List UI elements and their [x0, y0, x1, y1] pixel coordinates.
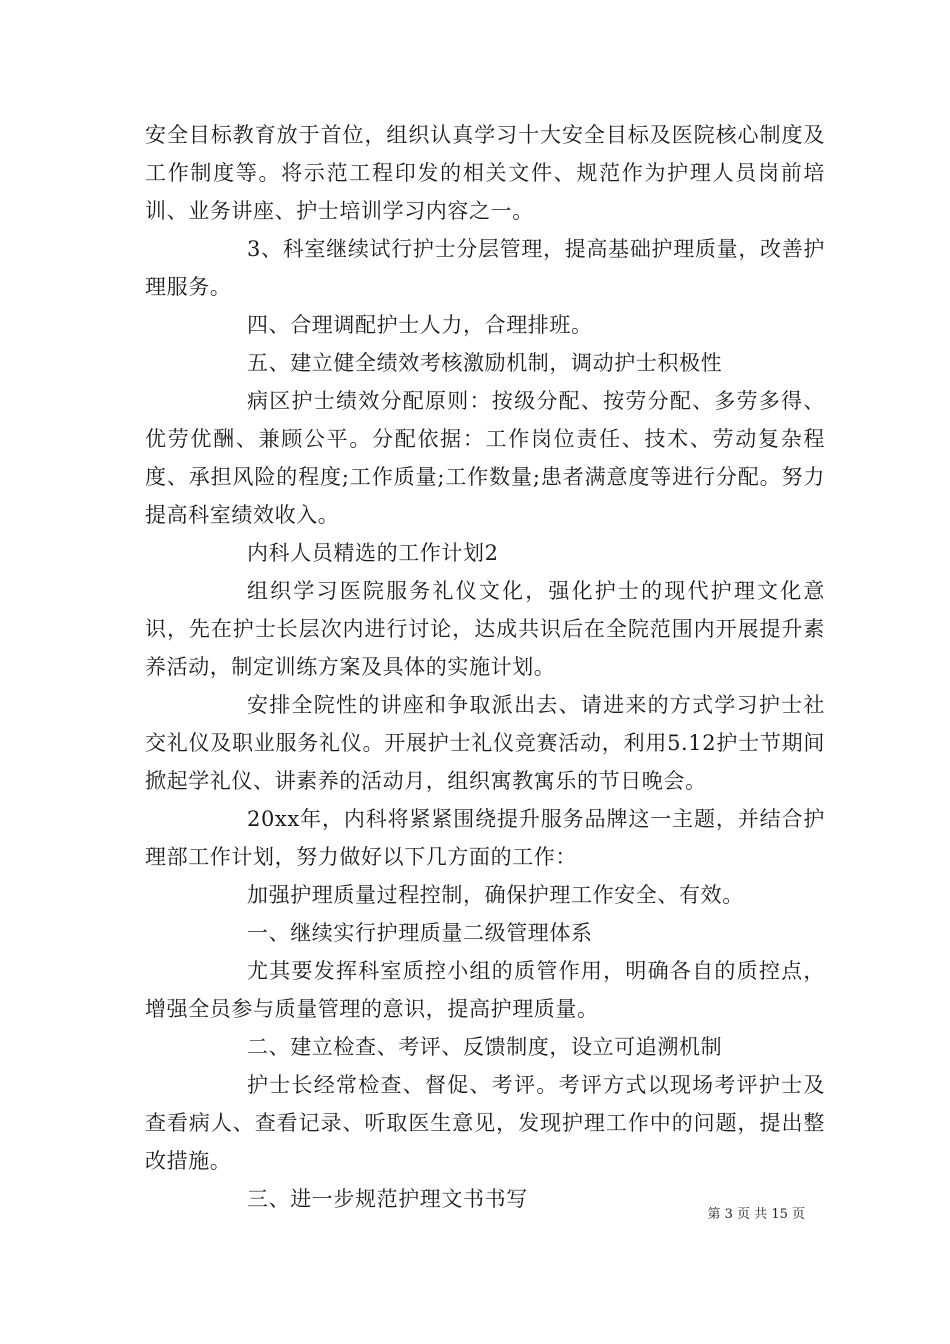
paragraph-lectures: 安排全院性的讲座和争取派出去、请进来的方式学习护士社交礼仪及职业服务礼仪。开展护士礼仪竞赛活动，利用5.12护士节期间掀起学礼仪、讲素养的活动月，组织寓教寓乐的节日晚会。 [145, 693, 825, 793]
heading-3: 三、进一步规范护理文书书写 [247, 1187, 528, 1211]
heading-1: 一、继续实行护理质量二级管理体系 [247, 921, 593, 945]
heading-5: 五、建立健全绩效考核激励机制，调动护士积极性 [247, 351, 723, 375]
heading-2: 二、建立检查、考评、反馈制度，设立可追溯机制 [247, 1035, 723, 1059]
section-title-plan-2: 内科人员精选的工作计划2 [247, 541, 499, 565]
paragraph-year-plan: 20xx年，内科将紧紧围绕提升服务品牌这一主题，并结合护理部工作计划，努力做好以下几方面的工作： [145, 807, 825, 869]
heading-4: 四、合理调配护士人力，合理排班。 [247, 313, 593, 337]
paragraph-quality-control: 加强护理质量过程控制，确保护理工作安全、有效。 [247, 883, 744, 907]
page-number-footer: 第 3 页 共 15 页 [707, 1207, 805, 1222]
paragraph-etiquette: 组织学习医院服务礼仪文化，强化护士的现代护理文化意识，先在护士长层次内进行讨论，达成共识后在全院范围内开展提升素养活动，制定训练方案及具体的实施计划。 [145, 579, 825, 679]
document-body [145, 116, 825, 1218]
paragraph-inspection: 护士长经常检查、督促、考评。考评方式以现场考评护士及查看病人、查看记录、听取医生意见，发现护理工作中的问题，提出整改措施。 [145, 1073, 825, 1173]
paragraph-performance: 病区护士绩效分配原则：按级分配、按劳分配、多劳多得、优劳优酬、兼顾公平。分配依据：工作岗位责任、技术、劳动复杂程度、承担风险的程度;工作质量;工作数量;患者满意度等进行分配。努力提高科室绩效收入。 [145, 389, 825, 527]
paragraph-qc-team: 尤其要发挥科室质控小组的质管作用，明确各自的质控点，增强全员参与质量管理的意识，提高护理质量。 [145, 959, 825, 1021]
paragraph-1: 安全目标教育放于首位，组织认真学习十大安全目标及医院核心制度及工作制度等。将示范工程印发的相关文件、规范作为护理人员岗前培训、业务讲座、护士培训学习内容之一。 [145, 123, 825, 223]
paragraph-2: 3、科室继续试行护士分层管理，提高基础护理质量，改善护理服务。 [145, 237, 825, 299]
